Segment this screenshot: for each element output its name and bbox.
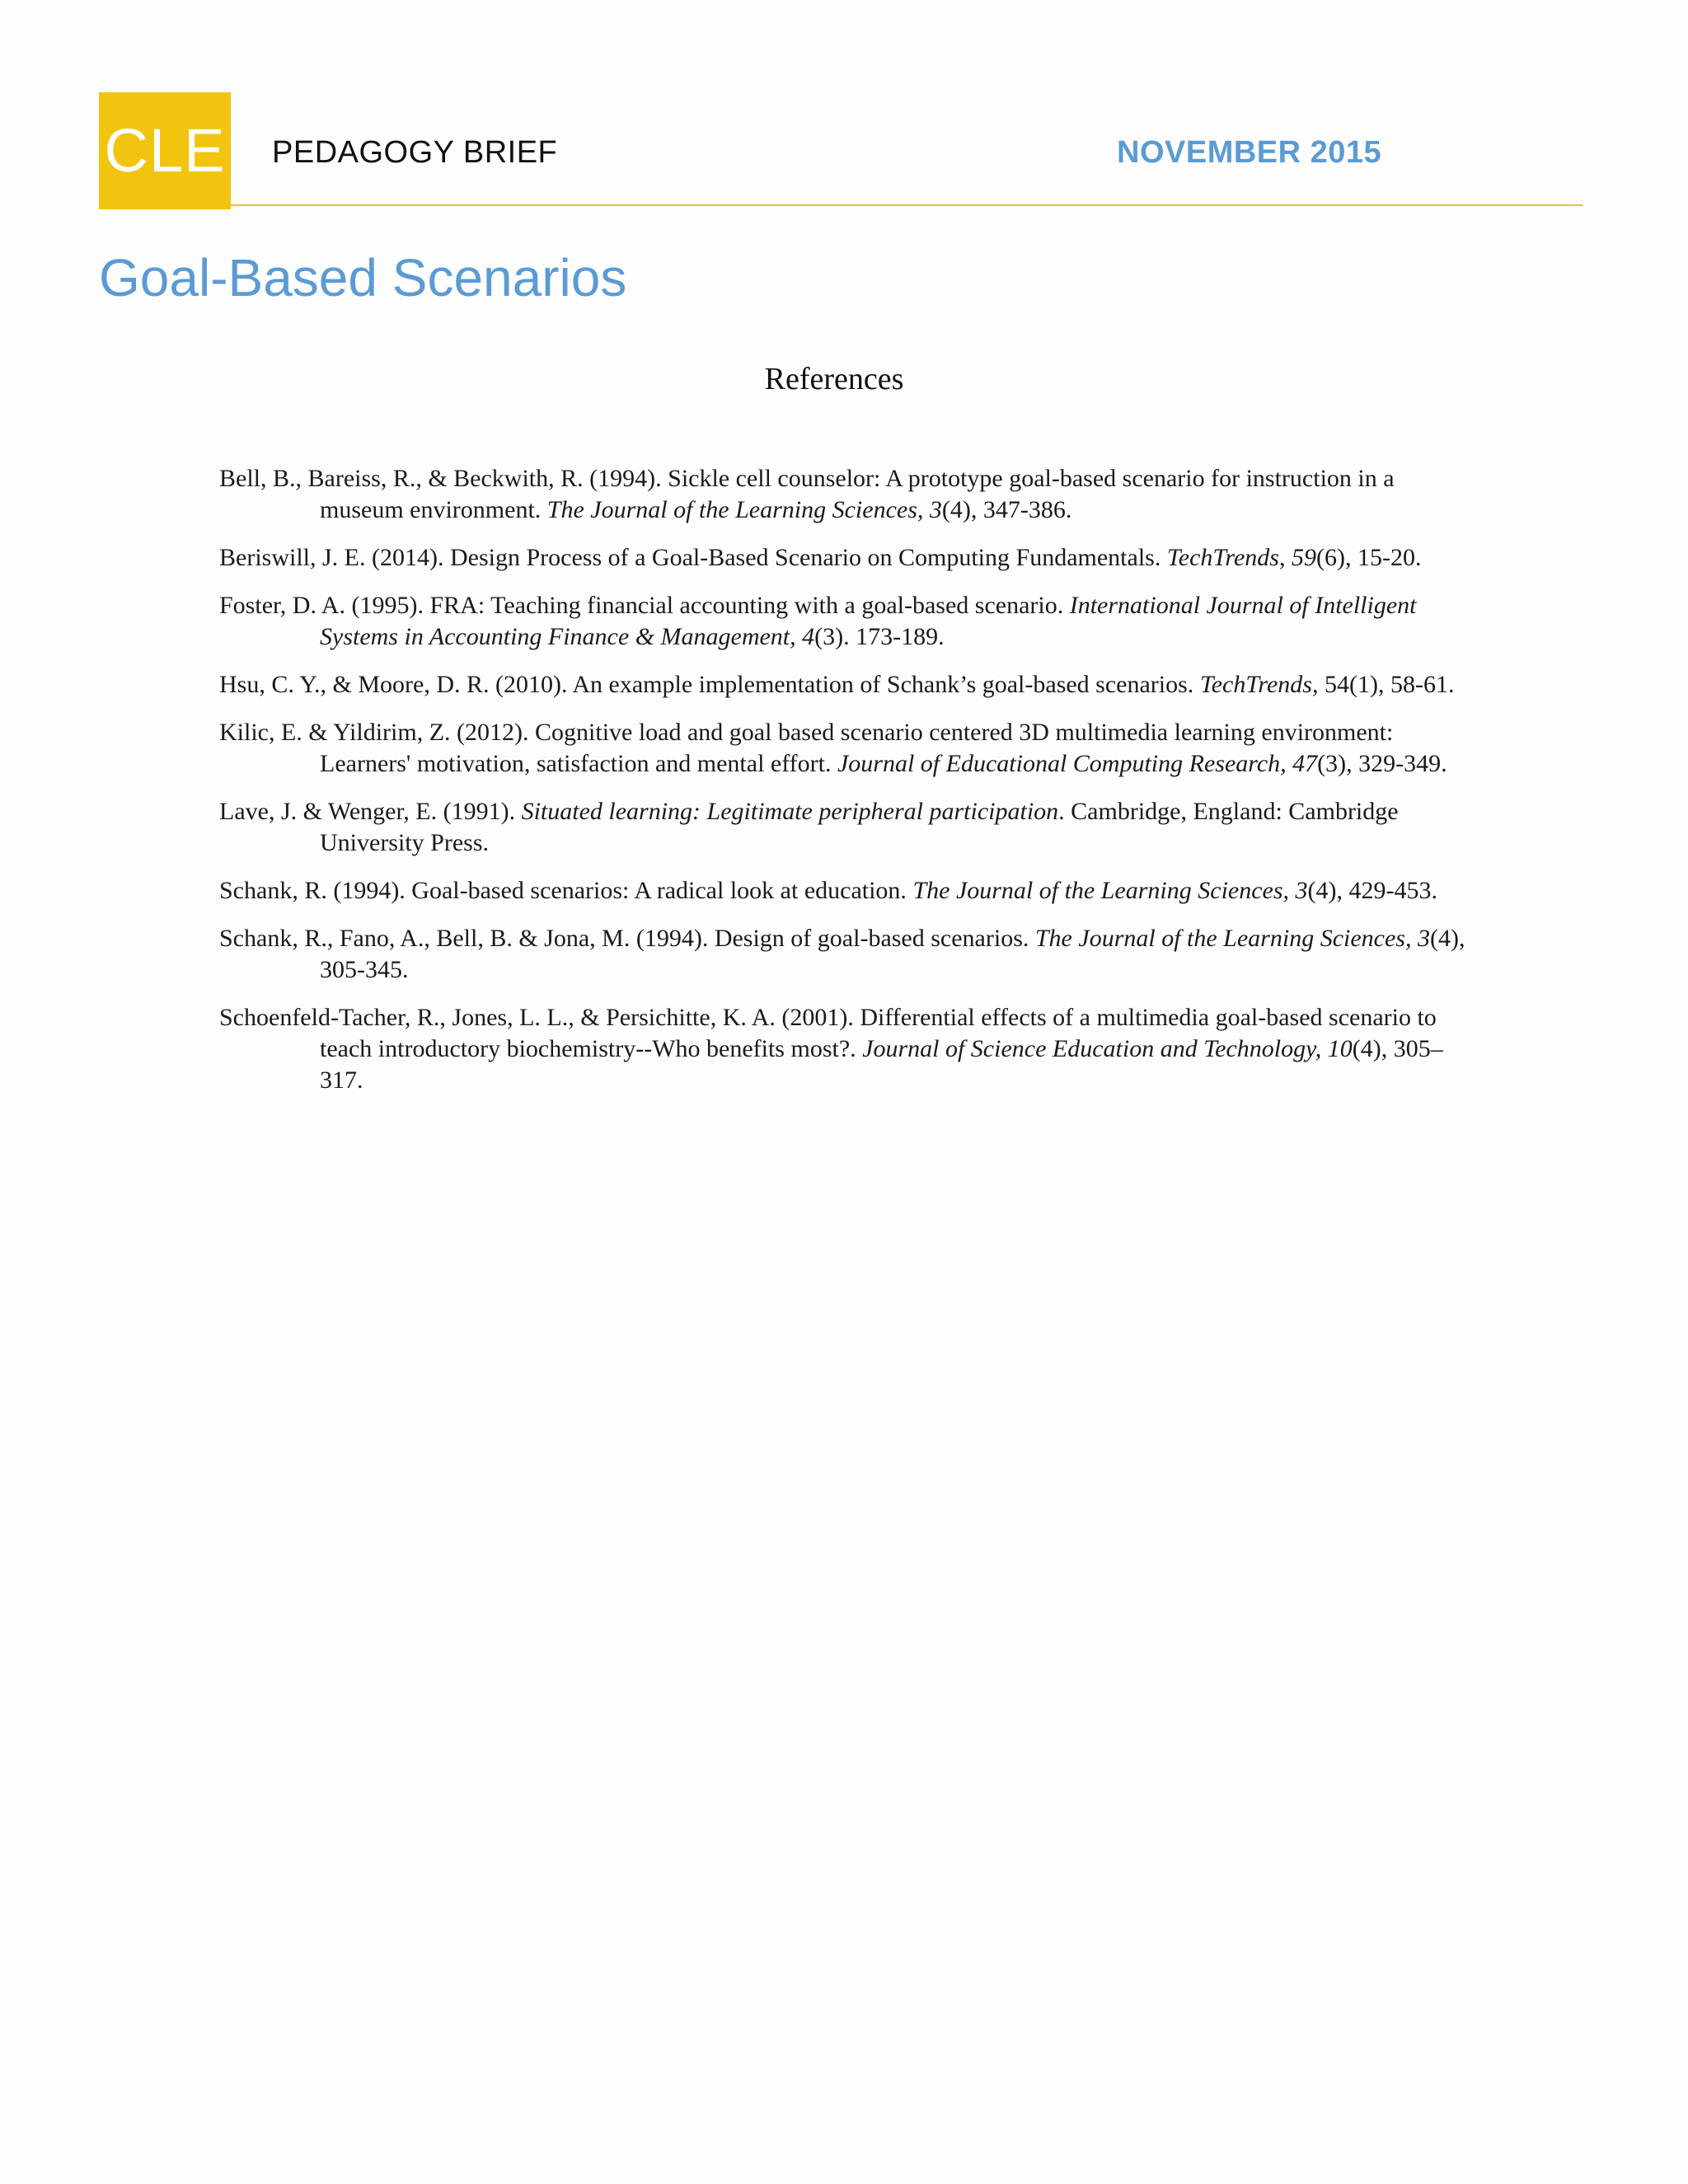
reference-entry: Kilic, E. & Yildirim, Z. (2012). Cognitive load and goal based scenario centered 3D multimedia learning environment: Learners' motivation, satisfaction and mental effort. Journal of Educational Computing Research, 47(3), 329-349. [219,719,1447,777]
reference-entry: Foster, D. A. (1995). FRA: Teaching financial accounting with a goal-based scenario. International Journal of Intelligent Systems in Accounting Finance & Management, 4(3). 173-189. [219,592,1417,650]
reference-entry: Schank, R., Fano, A., Bell, B. & Jona, M. (1994). Design of goal-based scenarios. The Journal of the Learning Sciences, 3(4), 305-345. [219,925,1465,983]
reference-entry: Hsu, C. Y., & Moore, D. R. (2010). An example implementation of Schank’s goal-based scenarios. TechTrends, 54(1), 58-61. [219,671,1455,698]
header-divider [231,204,1582,206]
cle-logo: CLE [99,92,231,209]
brief-header [99,92,1582,209]
brief-date: NOVEMBER 2015 [1117,135,1382,170]
reference-entry: Lave, J. & Wenger, E. (1991). Situated learning: Legitimate peripheral participation. Cambridge, England: Cambridge University Press. [219,798,1399,856]
brief-label: PEDAGOGY BRIEF [272,135,558,170]
reference-entry: Schoenfeld-Tacher, R., Jones, L. L., & Persichitte, K. A. (2001). Differential effects of a multimedia goal-based scenario to teach introductory biochemistry--Who benefits most?. Journal of Science Education and Technology, 10(4), 305–317. [219,1004,1443,1094]
page-title: Goal-Based Scenarios [99,248,627,307]
reference-entry: Beriswill, J. E. (2014). Design Process of a Goal-Based Scenario on Computing Fundamentals. TechTrends, 59(6), 15-20. [219,544,1422,571]
reference-entry: Bell, B., Bareiss, R., & Beckwith, R. (1994). Sickle cell counselor: A prototype goal-based scenario for instruction in a museum environment. The Journal of the Learning Sciences, 3(4), 347-386. [219,465,1395,523]
references-list [219,463,1472,1113]
reference-entry: Schank, R. (1994). Goal-based scenarios: A radical look at education. The Journal of the Learning Sciences, 3(4), 429-453. [219,877,1438,904]
references-heading: References [764,362,904,396]
